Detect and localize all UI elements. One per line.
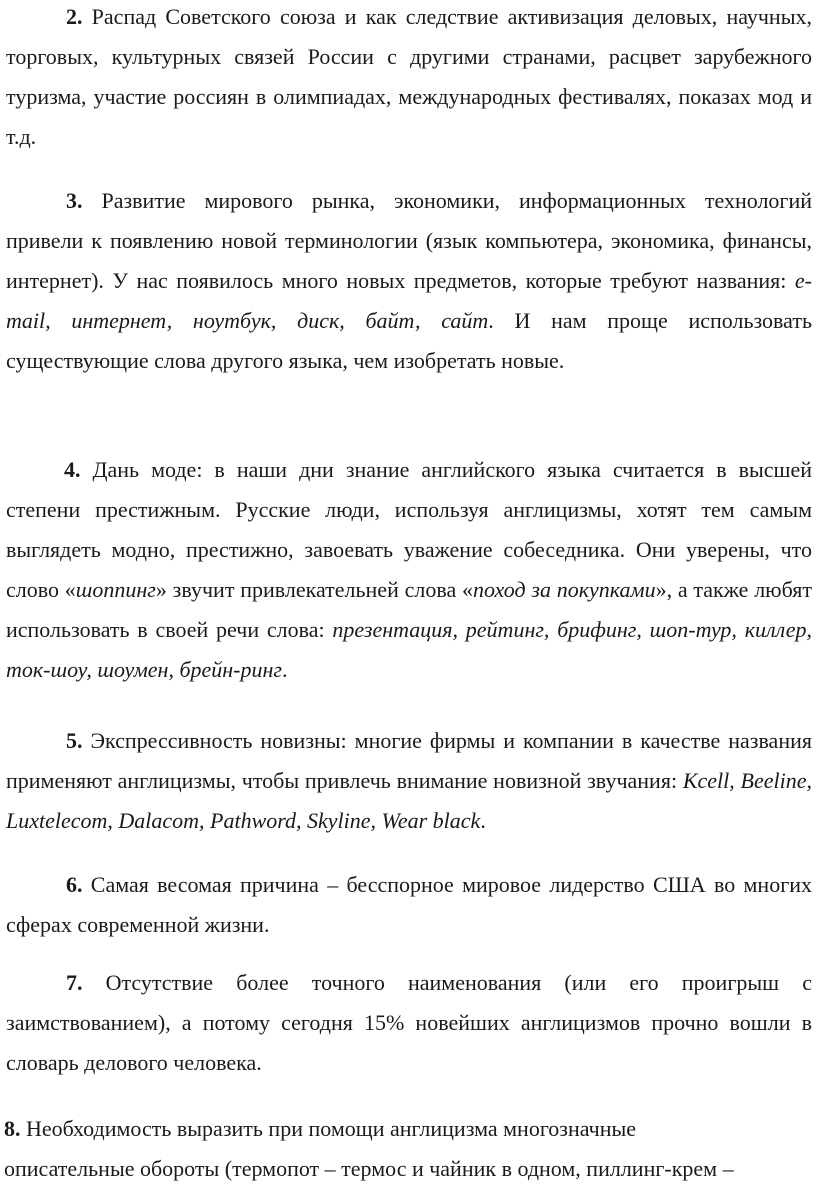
paragraph-number: 3. xyxy=(66,188,83,213)
italic-examples: e-mail, интернет, ноутбук, диск, байт, сайт xyxy=(6,268,812,333)
paragraph-text: . xyxy=(480,808,486,833)
paragraph-text: » звучит привлекательней слова « xyxy=(155,577,473,602)
paragraph-4 xyxy=(6,450,812,690)
paragraph-number: 6. xyxy=(66,872,83,897)
paragraph-3 xyxy=(6,181,812,381)
paragraph-number: 8. xyxy=(4,1116,21,1141)
italic-examples: Kcell, Beeline, Luxtelecom, Dalacom, Pathword, Skyline, Wear black xyxy=(6,768,812,833)
paragraph-text: », а также любят использовать в своей речи слова: xyxy=(6,577,812,642)
paragraph-6 xyxy=(6,865,812,945)
paragraph-number: 4. xyxy=(64,457,81,482)
paragraph-text: Необходимость выразить при помощи англицизма многозначные xyxy=(20,1116,637,1141)
paragraph-text: Экспрессивность новизны: многие фирмы и компании в качестве названия применяют англицизмы, чтобы привлечь внимание новизной звучания: xyxy=(6,728,812,793)
paragraph-text: Развитие мирового рынка, экономики, информационных технологий привели к появлению новой терминологии (язык компьютера, экономика, финансы, интернет). У нас появилось много новых предметов, которые требуют названия: xyxy=(6,188,812,293)
paragraph-number: 2. xyxy=(66,4,83,29)
paragraph-number: 7. xyxy=(66,970,83,995)
paragraph-7 xyxy=(6,963,812,1083)
paragraph-5 xyxy=(6,721,812,841)
paragraph-text: . xyxy=(282,657,288,682)
paragraph-text: . И нам проще использовать существующие слова другого языка, чем изобретать новые. xyxy=(6,308,812,373)
italic-phrase: поход за покупками xyxy=(473,577,656,602)
italic-examples: презентация, рейтинг, брифинг, шоп-тур, киллер, ток-шоу, шоумен, брейн-ринг xyxy=(6,617,812,682)
paragraph-2 xyxy=(6,0,812,157)
paragraph-text: Отсутствие более точного наименования (или его проигрыш с заимствованием), а потому сегодня 15% новейших англицизмов прочно вошли в словарь делового человека. xyxy=(6,970,812,1075)
paragraph-text: Распад Советского союза и как следствие активизация деловых, научных, торговых, культурных связей России с другими странами, расцвет зарубежного туризма, участие россиян в олимпиадах, международных фестивалях, показах мод и т.д. xyxy=(6,4,812,149)
paragraph-text: Дань моде: в наши дни знание английского языка считается в высшей степени престижным. Русские люди, используя англицизмы, хотят тем самым выглядеть модно, престижно, завоевать уважение собеседника. Они уверены, что слово « xyxy=(6,457,812,602)
paragraph-number: 5. xyxy=(66,728,83,753)
paragraph-text: описательные обороты (термопот – термос и чайник в одном, пиллинг-крем – xyxy=(4,1156,734,1181)
paragraph-8 xyxy=(4,1109,814,1189)
paragraph-text: Самая весомая причина – бесспорное мировое лидерство США во многих сферах современной жизни. xyxy=(6,872,812,937)
italic-word: шоппинг xyxy=(75,577,156,602)
